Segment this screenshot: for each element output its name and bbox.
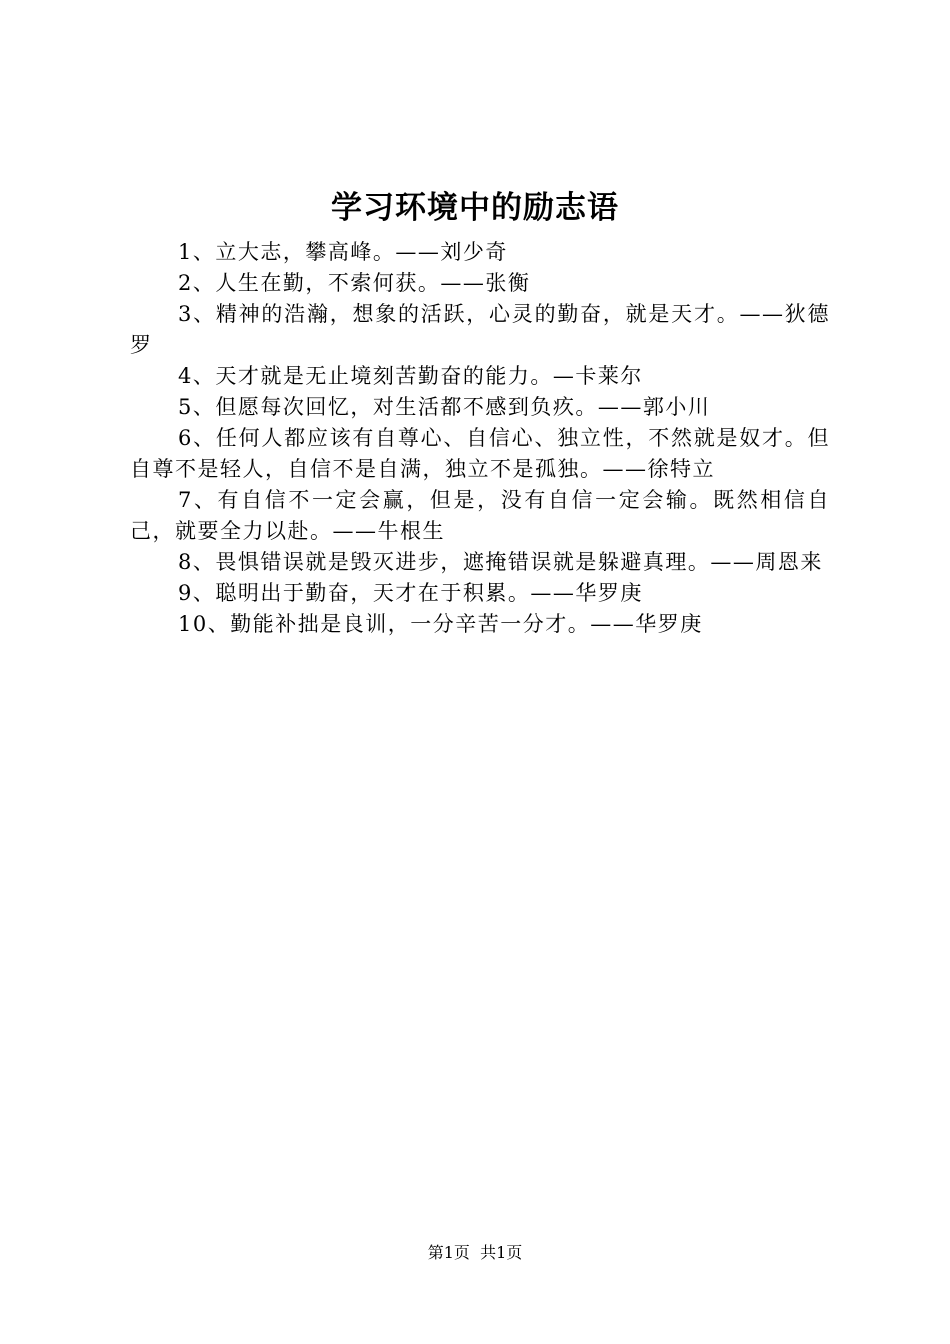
quote-paragraph-3: 3、精神的浩瀚，想象的活跃，心灵的勤奋，就是天才。——狄德罗 [130,302,830,357]
document-body [130,237,830,640]
page-number: 第1页 [427,1243,470,1262]
quote-paragraph-6: 6、任何人都应该有自尊心、自信心、独立性，不然就是奴才。但自尊不是轻人，自信不是自满，独立不是孤独。——徐特立 [130,426,830,481]
quote-paragraph-10: 10、勤能补拙是良训，一分辛苦一分才。——华罗庚 [178,612,703,636]
page-footer [0,1241,950,1265]
quote-paragraph-1: 1、立大志，攀高峰。——刘少奇 [178,240,508,264]
quote-paragraph-2: 2、人生在勤，不索何获。——张衡 [178,271,531,295]
document-title: 学习环境中的励志语 [331,190,619,226]
quote-paragraph-5: 5、但愿每次回忆，对生活都不感到负疚。——郭小川 [178,395,711,419]
quote-paragraph-9: 9、聪明出于勤奋，天才在于积累。——华罗庚 [178,581,643,605]
quote-paragraph-4: 4、天才就是无止境刻苦勤奋的能力。—卡莱尔 [178,364,643,388]
quote-paragraph-7: 7、有自信不一定会赢，但是，没有自信一定会输。既然相信自己，就要全力以赴。——牛根生 [130,488,830,543]
page-total: 共1页 [480,1243,523,1262]
quote-paragraph-8: 8、畏惧错误就是毁灭进步，遮掩错误就是躲避真理。——周恩来 [178,550,823,574]
